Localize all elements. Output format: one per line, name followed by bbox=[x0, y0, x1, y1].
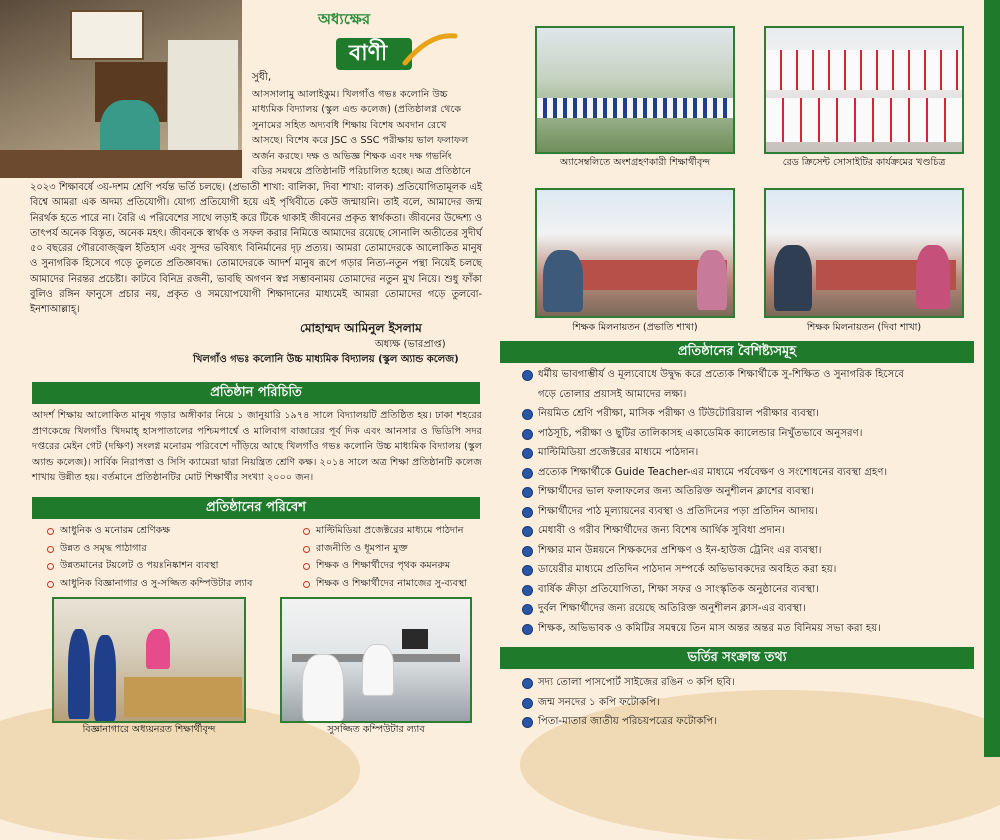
list-item: বার্ষিক ক্রীড়া প্রতিযোগিতা, শিক্ষা সফর ও সাংস্কৃতিক অনুষ্ঠানের ব্যবস্থা। bbox=[520, 580, 980, 600]
list-item: রাজনীতি ও ধূমপান মুক্ত bbox=[302, 540, 467, 558]
teacher-figure bbox=[543, 250, 583, 312]
list-item: নিয়মিত শ্রেণি পরীক্ষা, মাসিক পরীক্ষা ও টিউটোরিয়াল পরীক্ষার ব্যবস্থা। bbox=[520, 404, 980, 424]
group-row-front bbox=[766, 98, 962, 142]
message-title-small: অধ্যক্ষের bbox=[318, 10, 371, 28]
meeting-day-photo bbox=[764, 188, 964, 318]
message-intro bbox=[252, 87, 480, 179]
message-body: ২০২৩ শিক্ষাবর্ষে ৩য়-দশম শ্রেণি পর্যন্ত ভর্তি চলছে। (প্রভাতী শাখা: বালিকা, দিবা শাখা: বালক) প্রতিযোগিতামূলক এই বিশ্বে আমরা এক অদম্য প্রতিযোগী। যোগ্য প্রতিযোগী হয়ে এই পৃথিবীতে কেউ জন্মায়নি। তাই বলে, আমাদের জন্ম নিরর্থক হতে পারে না। বৈরি এ পরিবেশের সাথে লড়াই করে টিকে থাকাই জীবনের প্রকৃত স্বার্থকতা। জীবনের উদ্দেশ্য ও তাৎপর্য অনেক বিস্তৃত, অনেক মহৎ। জীবনকে স্বার্থক ও সফল করার নিমিত্তে আমাদের রয়েছে সোনালি অতীতের সুদীর্ঘ ৫০ বছরের গৌরবোজ্জ্বল ইতিহাস এবং সুন্দর ভবিষ্যৎ বিনির্মানের দৃঢ় প্রত্যয়। আমরা তোমাদেরকে আলোকিত মানুষ ও সুনাগরিক হিসেবে গড়ে তুলতে প্রতিজ্ঞাবদ্ধ। তোমাদেরকে আদর্শ মানুষ রূপে গড়ার নিত্য-নতুন পন্থা নিয়েই চলছে আমাদের নিরন্তর প্রচেষ্টা। কাটবে বিনিদ্র রজনী, ভাবছি অগণন স্বপ্ন সম্ভাবনাময় তোমাদের নতুন মুখ নিয়ে। শুধু ফাঁকা বুলিও রঙ্গিন ফানুসে প্রচার নয়, প্রকৃত ও সময়োপযোগী শিক্ষাদানের মাধ্যমেই আমরা তোমাদের গড়ে তুলবো-ইনশাআল্লাহ্। bbox=[30, 182, 482, 316]
message-salutation: সুধী, bbox=[252, 71, 272, 83]
features-heading: প্রতিষ্ঠানের বৈশিষ্ট্যসমূহ bbox=[500, 341, 974, 363]
message-line: আসসালামু আলাইকুম। খিলগাঁও গভঃ কলোনি উচ্চ bbox=[252, 89, 448, 100]
message-line: বডির সমন্বয়ে প্রতিষ্ঠানটি পরিচালিত হচ্ছে। অত্র প্রতিষ্ঠানে bbox=[252, 166, 472, 178]
student-figure bbox=[362, 644, 394, 696]
meeting-morning-caption: শিক্ষক মিলনায়তন (প্রভাতি শাখা) bbox=[572, 322, 698, 333]
curtain bbox=[168, 40, 238, 150]
intro-heading: প্রতিষ্ঠান পরিচিতি bbox=[32, 382, 480, 404]
intro-text: আদর্শ শিক্ষায় আলোকিত মানুষ গড়ার অঙ্গীকার নিয়ে ১ জানুয়ারি ১৯৭৪ সালে বিদ্যালয়টি প্রতিষ্ঠিত হয়। ঢাকা শহরের প্রাণকেন্দ্রে খিলগাঁও খিদমাহ্ হাসপাতালের পশ্চিমপার্শ্বে ও মালিবাগ বাজারের পূর্ব দিক এবং আনসার ও ভিডিপি সদর দপ্তরের মেইন গেট (দক্ষিণ) সংলগ্ন মনোরম পরিবেশে দাঁড়িয়ে আছে খিলগাঁও গভঃ কলোনি উচ্চ মাধ্যমিক বিদ্যালয় (স্কুল অ্যান্ড কলেজ)। সার্বিক নিরাপত্তা ও সিসি ক্যামেরা দ্বারা নিয়ন্ত্রিত শ্রেণি কক্ষ। ২০১৪ সালে অত্র শিক্ষা প্রতিষ্ঠানটি কলেজ শাখায় উন্নীত হয়। বর্তমানে প্রতিষ্ঠানটির মোট শিক্ষার্থীর সংখ্যা ২০০০ জন। bbox=[32, 410, 482, 484]
redcrescent-photo bbox=[764, 26, 964, 154]
group-row-back bbox=[766, 50, 962, 90]
meeting-day-caption: শিক্ষক মিলনায়তন (দিবা শাখা) bbox=[806, 322, 922, 333]
features-list bbox=[520, 365, 980, 638]
message-title-big: বাণী bbox=[349, 41, 388, 66]
list-item: মাল্টিমিডিয়া প্রজেক্টরের মাধ্যমে পাঠদান bbox=[302, 522, 467, 540]
list-item: উন্নত ও সমৃদ্ধ পাঠাগার bbox=[46, 540, 253, 558]
redcrescent-caption: রেড ক্রিসেন্ট সোসাইটির কার্যক্রমের খণ্ডচিত্র bbox=[782, 157, 946, 168]
lab-table bbox=[124, 677, 242, 717]
list-item: শিক্ষক ও শিক্ষার্থীদের নামাজের সু-ব্যবস্থা bbox=[302, 575, 467, 593]
list-item: আধুনিক ও মনোরম শ্রেণিকক্ষ bbox=[46, 522, 253, 540]
admission-heading: ভর্তির সংক্রান্ত তথ্য bbox=[500, 647, 974, 669]
meeting-morning-photo bbox=[535, 188, 735, 318]
list-item: প্রত্যেক শিক্ষার্থীকে Guide Teacher-এর মাধ্যমে পর্যবেক্ষণ ও সংশোধনের ব্যবস্থা গ্রহণ। bbox=[520, 463, 980, 483]
students-row bbox=[537, 98, 733, 118]
message-line: আসছে। বিশেষ করে JSC ও SSC পরীক্ষায় ভাল ফলাফল bbox=[252, 135, 469, 147]
signer-name: মোহাম্মদ আমিনুল ইসলাম bbox=[300, 321, 422, 335]
assembly-photo bbox=[535, 26, 735, 154]
list-item: শিক্ষার্থীদের ভাল ফলাফলের জন্য অতিরিক্ত অনুশীলন ক্লাশের ব্যবস্থা। bbox=[520, 482, 980, 502]
list-item: উন্নতমানের টয়লেট ও পয়ঃনিষ্কাশন ব্যবস্থা bbox=[46, 557, 253, 575]
assembly-caption: অ্যাসেম্বলিতে অংশগ্রহণকারী শিক্ষার্থীবৃন্দ bbox=[560, 157, 710, 168]
message-line: সুনামের সহিত অদ্যবধি শিক্ষায় বিশেষ অবদান রেখে bbox=[252, 119, 447, 131]
list-item: ধর্মীয় ভাবগাম্ভীর্য ও মূল্যবোধে উদ্বুদ্ধ করে প্রত্যেক শিক্ষার্থীকে সু-শিক্ষিত ও সুনাগরিক হিসেবে গড়ে তোলার প্রয়াসই আমাদের লক্ষ্য। bbox=[520, 365, 980, 404]
list-item: দুর্বল শিক্ষার্থীদের জন্য রয়েছে অতিরিক্ত অনুশীলন ক্লাস-এর ব্যবস্থা। bbox=[520, 599, 980, 619]
list-item: জন্ম সনদের ১ কপি ফটোকপি। bbox=[520, 693, 960, 713]
teacher-figure bbox=[697, 250, 727, 310]
signer-institution: খিলগাঁও গভঃ কলোনি উচ্চ মাধ্যমিক বিদ্যালয় (স্কুল অ্যান্ড কলেজ) bbox=[193, 354, 459, 365]
list-item: আধুনিক বিজ্ঞানাগার ও সু-সজ্জিত কম্পিউটার ল্যাব bbox=[46, 575, 253, 593]
list-item: সদ্য তোলা পাসপোর্ট সাইজের রঙিন ৩ কপি ছবি। bbox=[520, 673, 960, 693]
teacher-figure bbox=[916, 245, 950, 309]
admission-list bbox=[520, 673, 960, 732]
brush-stroke-icon bbox=[400, 28, 460, 68]
list-item: শিক্ষার্থীদের পাঠ মূল্যায়নের ব্যবস্থা ও প্রতিদিনের পড়া প্রতিদিন আদায়। bbox=[520, 502, 980, 522]
list-item: পাঠসূচি, পরীক্ষা ও ছুটির তালিকাসহ একাডেমিক ক্যালেন্ডার নিখুঁতভাবে অনুসরণ। bbox=[520, 424, 980, 444]
environment-list-left bbox=[46, 522, 253, 592]
student-figure bbox=[302, 654, 344, 722]
desk bbox=[0, 150, 242, 178]
message-line: অর্জন করছে। দক্ষ ও অভিজ্ঞ শিক্ষক এবং দক্ষ গভর্নিং bbox=[252, 150, 452, 162]
right-edge-bar bbox=[984, 0, 1000, 757]
list-item: মাল্টিমিডিয়া প্রজেক্টরের মাধ্যমে পাঠদান। bbox=[520, 443, 980, 463]
list-item: শিক্ষক, অভিভাবক ও কমিটির সমন্বয়ে তিন মাস অন্তর অন্তর মত বিনিময় সভা করা হয়। bbox=[520, 619, 980, 639]
message-line: মাধ্যমিক বিদ্যালয় (স্কুল এন্ড কলেজ) (প্রতিষ্ঠালগ্ন থেকে bbox=[252, 104, 462, 116]
environment-list-right bbox=[302, 522, 467, 592]
computer-lab-photo bbox=[280, 597, 472, 723]
student-figure bbox=[94, 635, 116, 721]
computer-lab-caption: সুসজ্জিত কম্পিউটার ল্যাব bbox=[327, 724, 425, 735]
list-item: পিতা-মাতার জাতীয় পরিচয়পত্রের ফটোকপি। bbox=[520, 712, 960, 732]
teacher-figure bbox=[774, 245, 812, 311]
signer-title: অধ্যক্ষ (ভারপ্রাপ্ত) bbox=[375, 339, 446, 350]
principal-photo bbox=[0, 0, 242, 178]
monitor bbox=[402, 629, 428, 649]
student-figure bbox=[68, 629, 90, 719]
list-item: মেধাবী ও গরীব শিক্ষার্থীদের জন্য বিশেষ আর্থিক সুবিধা প্রদান। bbox=[520, 521, 980, 541]
science-lab-caption: বিজ্ঞানাগারে অধ্যয়নরত শিক্ষার্থীবৃন্দ bbox=[82, 724, 216, 735]
wall-portraits bbox=[70, 10, 144, 60]
environment-heading: প্রতিষ্ঠানের পরিবেশ bbox=[32, 497, 480, 519]
list-item: ডায়েরীর মাধ্যমে প্রতিদিন পাঠদান সম্পর্কে অভিভাবকদের অবহিত করা হয়। bbox=[520, 560, 980, 580]
list-item: শিক্ষক ও শিক্ষার্থীদের পৃথক কমনরুম bbox=[302, 557, 467, 575]
list-item: শিক্ষার মান উন্নয়নে শিক্ষকদের প্রশিক্ষণ ও ইন-হাউজ ট্রেনিং এর ব্যবস্থা। bbox=[520, 541, 980, 561]
science-lab-photo bbox=[52, 597, 246, 723]
student-figure bbox=[146, 629, 170, 669]
